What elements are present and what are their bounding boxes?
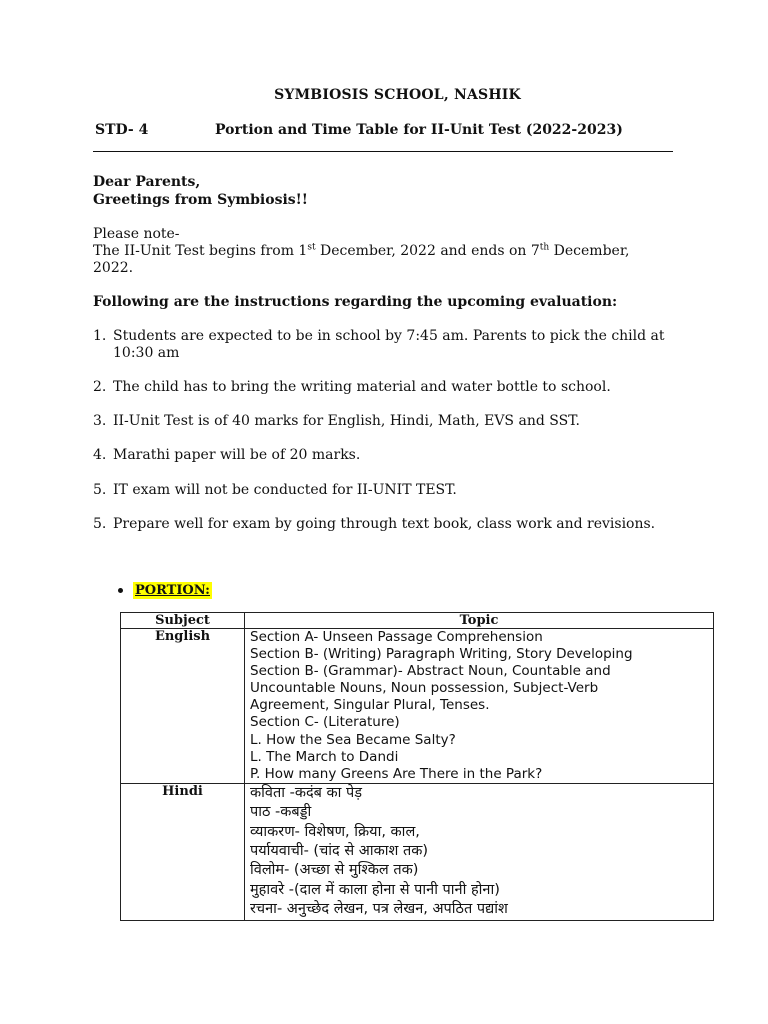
- note-text-b: December, 2022 and ends on 7: [315, 243, 540, 259]
- instruction-text: IT exam will not be conducted for II-UNIT TEST.: [113, 482, 457, 498]
- table-header-row: [121, 613, 714, 629]
- std-label: STD- 4: [95, 122, 149, 138]
- note-sup-2: th: [539, 242, 550, 253]
- table-row: [121, 629, 714, 784]
- note-dates: [93, 243, 629, 260]
- topic-cell: [245, 629, 714, 784]
- portion-table: [120, 612, 714, 921]
- topic-line: मुहावरे -(दाल में काला होना से पानी पानी होना): [250, 881, 500, 898]
- header-divider: [93, 151, 673, 152]
- topic-line: रचना- अनुच्छेद लेखन, पत्र लेखन, अपठित पद्यांश: [250, 901, 508, 918]
- topic-line: P. How many Greens Are There in the Park?: [250, 765, 543, 782]
- instruction-number: 1.: [93, 328, 107, 344]
- topic-line: Agreement, Singular Plural, Tenses.: [250, 697, 490, 714]
- school-name: SYMBIOSIS SCHOOL, NASHIK: [274, 87, 521, 103]
- note-sup-1: st: [307, 242, 316, 253]
- instruction-number: 5.: [93, 482, 107, 498]
- note-text-c: December,: [549, 243, 630, 259]
- instruction-text: Marathi paper will be of 20 marks.: [113, 447, 361, 463]
- topic-line: पर्यायवाची- (चांद से आकाश तक): [250, 843, 429, 860]
- column-header-topic: Topic: [245, 613, 714, 629]
- instruction-text: Students are expected to be in school by 7:45 am. Parents to pick the child at 10:30 am: [113, 328, 665, 361]
- topic-line: Uncountable Nouns, Noun possession, Subject-Verb: [250, 680, 599, 697]
- topic-line: कविता -कदंब का पेड़: [250, 784, 363, 801]
- topic-cell: [245, 783, 714, 920]
- topic-line: Section B- (Grammar)- Abstract Noun, Countable and: [250, 663, 611, 680]
- topic-line: पाठ -कबड्डी: [250, 804, 312, 821]
- column-header-subject: Subject: [121, 613, 245, 629]
- topic-line: विलोम- (अच्छा से मुश्किल तक): [250, 862, 419, 879]
- instruction-number: 2.: [93, 379, 107, 395]
- portion-heading-label: PORTION:: [135, 583, 210, 598]
- table-row: [121, 783, 714, 920]
- salutation: Dear Parents,: [93, 174, 201, 190]
- topic-line: L. The March to Dandi: [250, 748, 399, 765]
- portion-heading: [118, 583, 212, 598]
- note-year: 2022.: [93, 260, 134, 276]
- instruction-text: The child has to bring the writing material and water bottle to school.: [113, 379, 611, 395]
- note-label: Please note-: [93, 226, 180, 242]
- instructions-heading: Following are the instructions regarding the upcoming evaluation:: [93, 294, 618, 310]
- bullet-icon: [118, 588, 123, 593]
- instruction-number: 4.: [93, 447, 107, 463]
- instruction-text: II-Unit Test is of 40 marks for English, Hindi, Math, EVS and SST.: [113, 413, 580, 429]
- instruction-number: 5.: [93, 516, 107, 532]
- instruction-number: 3.: [93, 413, 107, 429]
- topic-line: Section A- Unseen Passage Comprehension: [250, 629, 543, 645]
- topic-line: Section C- (Literature): [250, 714, 400, 731]
- subject-cell: English: [121, 629, 245, 784]
- topic-line: Section B- (Writing) Paragraph Writing, Story Developing: [250, 646, 633, 663]
- topic-line: व्याकरण- विशेषण, क्रिया, काल,: [250, 823, 420, 840]
- document-title: Portion and Time Table for II-Unit Test (2022-2023): [215, 122, 623, 138]
- greetings: Greetings from Symbiosis!!: [93, 192, 308, 208]
- subject-cell: Hindi: [121, 783, 245, 920]
- topic-line: L. How the Sea Became Salty?: [250, 731, 456, 748]
- note-text-a: The II-Unit Test begins from 1: [93, 243, 308, 259]
- instruction-text: Prepare well for exam by going through text book, class work and revisions.: [113, 516, 656, 532]
